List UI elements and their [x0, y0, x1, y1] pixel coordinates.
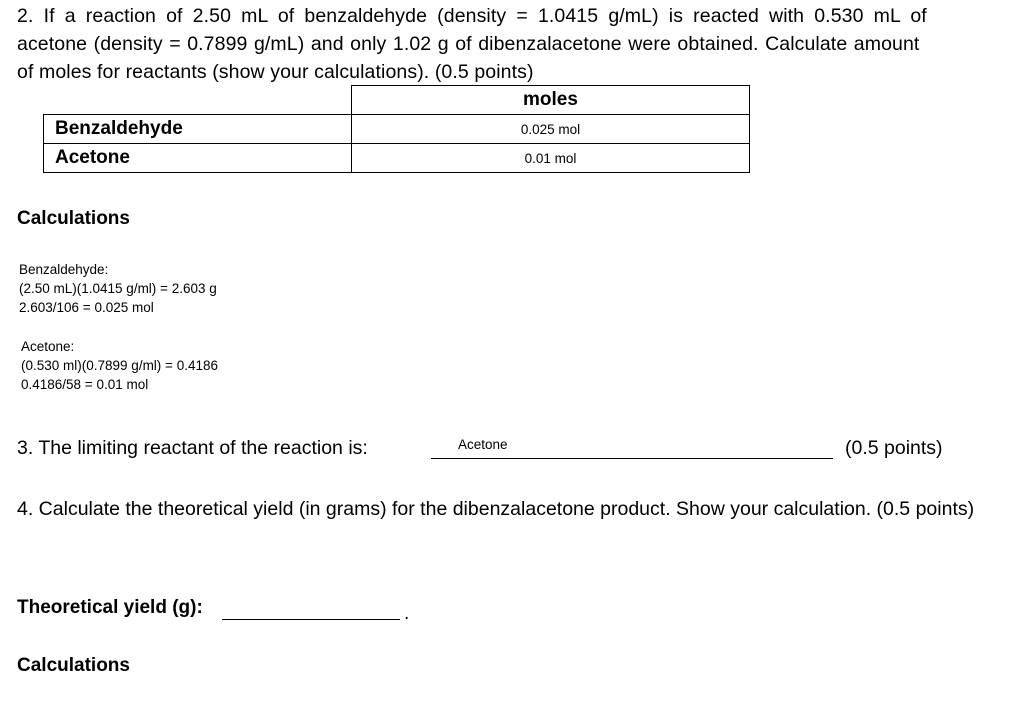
row-label-benzaldehyde: Benzaldehyde [44, 115, 352, 144]
benzaldehyde-calc-step-1: (2.50 mL)(1.0415 g/ml) = 2.603 g [19, 281, 217, 296]
benzaldehyde-calc-title: Benzaldehyde: [19, 262, 109, 277]
calculations-heading: Calculations [17, 208, 130, 229]
question-2-line-2: acetone (density = 0.7899 g/mL) and only 1.02 g of dibenzalacetone were obtained. Calculate amount [17, 33, 920, 55]
acetone-calc-step-2: 0.4186/58 = 0.01 mol [21, 377, 149, 392]
row-label-acetone: Acetone [44, 144, 352, 173]
table-row [44, 115, 750, 144]
row-value-benzaldehyde[interactable]: 0.025 mol [352, 115, 750, 144]
question-4-text: 4. Calculate the theoretical yield (in grams) for the dibenzalacetone product. Show your calculation. (0.5 points) [17, 498, 975, 520]
theoretical-yield-label: Theoretical yield (g): [17, 597, 203, 618]
question-2-line-1: 2. If a reaction of 2.50 mL of benzaldehyde (density = 1.0415 g/mL) is reacted with 0.530 mL of [17, 5, 927, 27]
table-header-empty-cell [44, 86, 352, 115]
limiting-reactant-answer-line[interactable] [431, 458, 833, 459]
question-2-text [17, 2, 1007, 86]
acetone-calc-title: Acetone: [21, 339, 75, 354]
calculations-heading-2: Calculations [17, 655, 130, 676]
theoretical-yield-answer-line[interactable] [222, 619, 400, 620]
table-row [44, 144, 750, 173]
theoretical-yield-period: . [404, 603, 410, 624]
benzaldehyde-calc-step-2: 2.603/106 = 0.025 mol [19, 300, 154, 315]
acetone-calculation[interactable] [21, 337, 218, 394]
benzaldehyde-calculation[interactable] [19, 260, 217, 317]
question-2-line-3: of moles for reactants (show your calculations). (0.5 points) [17, 61, 534, 83]
table-header-row [44, 86, 750, 115]
table-header-moles: moles [352, 86, 750, 115]
limiting-reactant-answer[interactable]: Acetone [458, 437, 508, 452]
acetone-calc-step-1: (0.530 ml)(0.7899 g/ml) = 0.4186 [21, 358, 218, 373]
question-3-points: (0.5 points) [845, 437, 943, 459]
question-3-prompt: 3. The limiting reactant of the reaction is: [17, 437, 368, 459]
moles-table [43, 85, 750, 173]
row-value-acetone[interactable]: 0.01 mol [352, 144, 750, 173]
